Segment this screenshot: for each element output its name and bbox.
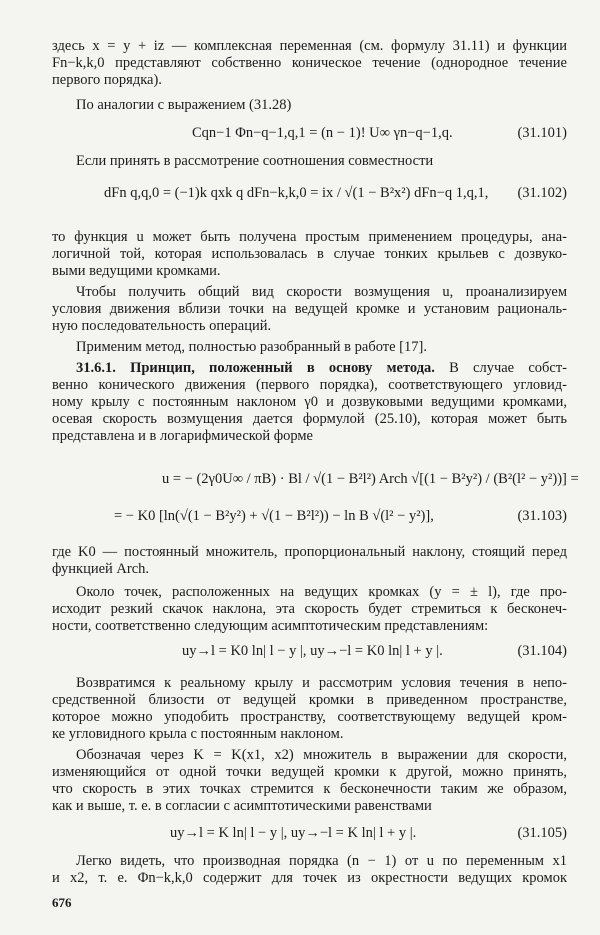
equation-body: dFn q,q,0 = (−1)k qxk q dFn−k,k,0 = ix / √(1 − B²x²) dFn−q 1,q,1, [104,185,489,201]
text-line: которое можно уподобить пространству, соответствующему ведущей кром- [52,709,567,725]
text-line: условия движения вблизи точки на ведущей кромке и установим рациональ- [52,301,567,317]
text-line: первого порядка). [52,72,162,88]
equation-body: = − K0 [ln(√(1 − B²y²) + √(1 − B²l²)) − ln B √(l² − y²)], [114,508,434,524]
section-text: В случае собст- [449,360,567,376]
text-line: и x2, т. е. Φn−k,k,0 содержит для точек из окрестности ведущих кромок [52,870,567,886]
page-number: 676 [52,895,72,910]
text-line: Если принять в рассмотрение соотношения совместности [76,153,434,169]
equation-number: (31.103) [517,508,567,524]
text-line: выми ведущими кромками. [52,263,221,279]
equation-body: Cqn−1 Φn−q−1,q,1 = (n − 1)! U∞ γn−q−1,q. [192,125,453,141]
text-line: представлена и в логарифмической форме [52,428,313,444]
equation-number: (31.101) [517,125,567,141]
section-heading-line [76,360,567,377]
text-line: Легко видеть, что производная порядка (n − 1) от u по переменным x1 [76,853,567,869]
text-line: По аналогии с выражением (31.28) [76,97,292,113]
text-line: Около точек, расположенных на ведущих кромках (y = ± l), где про- [76,584,567,600]
text-line: исходит резкий скачок наклона, эта скорость будет стремиться к бесконеч- [52,601,567,617]
text-line: функцией Arch. [52,561,150,577]
text-line: венно конического движения (первого порядка), соответствующего угловид- [52,377,567,393]
equation-number: (31.102) [517,185,567,201]
text-line: Обозначая через K = K(x1, x2) множитель в выражении для скорости, [76,747,567,763]
text-line: Применим метод, полностью разобранный в работе [17]. [76,339,427,355]
equation-body: uy→l = K ln| l − y |, uy→−l = K ln| l + y |. [170,825,417,841]
text-line: то функция u может быть получена простым применением процедуры, ана- [52,229,567,245]
text-line: ности, соответственно следующим асимптотическим представлениям: [52,618,489,634]
text-line: где K0 — постоянный множитель, пропорциональный наклону, стоящий перед [52,544,567,560]
equation-body: u = − (2γ0U∞ / πB) · Bl / √(1 − B²l²) Arch √[(1 − B²y²) / (B²(l² − y²))] = [162,471,579,487]
text-line: осевая скорость возмущения дается формулой (25.10), которая может быть [52,411,567,427]
text-line: логичной той, которая использовалась в случае тонких крыльев с дозвуко- [52,246,567,262]
text-line: средственной близости от ведущей кромки в приведенном пространстве, [52,692,567,708]
text-line: изменяющийся от одной точки ведущей кромки к другой, можно принять, [52,764,567,780]
equation-number: (31.104) [517,643,567,659]
text-line: Fn−k,k,0 представляют собственно коническое течение (однородное течение [52,55,567,71]
text-line: ному крылу с постоянным наклоном γ0 и дозвуковыми ведущими кромками, [52,394,567,410]
text-line: как и выше, т. е. в согласии с асимптотическими равенствами [52,798,432,814]
text-line: Возвратимся к реальному крылу и рассмотрим условия течения в непо- [76,675,567,691]
text-line: здесь x = y + iz — комплексная переменная (см. формулу 31.11) и функции [52,38,567,54]
section-heading: 31.6.1. Принцип, положенный в основу метода. [76,360,435,376]
text-line: что скорость в этих точках стремится к бесконечности таким же образом, [52,781,567,797]
equation-body: uy→l = K0 ln| l − y |, uy→−l = K0 ln| l + y |. [182,643,443,659]
equation-number: (31.105) [517,825,567,841]
text-line: Чтобы получить общий вид скорости возмущения u, проанализируем [76,284,567,300]
text-line: ке угловидного крыла с постоянным наклоном. [52,726,344,742]
text-line: ную последовательность операций. [52,318,272,334]
